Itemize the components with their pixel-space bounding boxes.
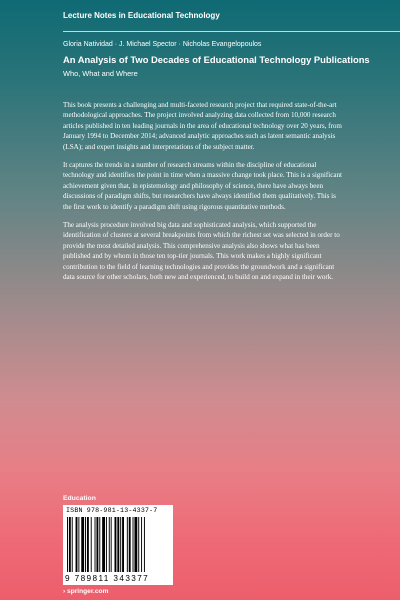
subject-category: Education (63, 495, 96, 502)
authors: Gloria Natividad · J. Michael Spector · Nicholas Evangelopoulos (63, 41, 262, 48)
blurb-paragraph-1: This book presents a challenging and multi-faceted research project that required state-of-the-art methodological approaches. The project involved analyzing data collected from 10,000 research articles published in ten leading journals in the area of educational technology over 20 years, from January 1994 to December 2014; advanced analytic approaches such as latent semantic analysis (LSA); and expert insights and interpretations of the subject matter. (63, 101, 342, 151)
isbn: ISBN 978-981-13-4337-7 (66, 507, 158, 514)
book-subtitle: Who, What and Where (63, 69, 138, 78)
barcode-icon (66, 517, 170, 572)
isbn-barcode-block (63, 505, 173, 585)
barcode-digits: 9 789811 343377 (65, 574, 150, 583)
blurb-paragraph-3: The analysis procedure involved big data and sophisticated analysis, which supported the identification of clusters at several breakpoints from which the richest set was selected in order to provide the most detailed analysis. This comprehensive analysis also shows what has been published and by whom in those ten top-tier journals. This work makes a highly significant contribution to the field of learning technologies and provides the groundwork and a significant data source for other scholars, both new and experienced, to build on and expand in their work. (63, 221, 340, 282)
blurb-paragraph-2: It captures the trends in a number of research streams within the discipline of educational technology and identifies the point in time when a massive change took place. This is a significant achievement given that, in epistemology and philosophy of science, there have always been discussions of paradigm shifts, but researchers have always identified them qualitatively. This is the first work to identify a paradigm shift using rigorous quantitative methods. (63, 161, 343, 211)
publisher-url: › springer.com (63, 588, 109, 595)
divider-rule (63, 31, 400, 32)
book-title: An Analysis of Two Decades of Educational Technology Publications (63, 54, 370, 65)
series-name: Lecture Notes in Educational Technology (63, 11, 220, 20)
blurb (63, 100, 345, 291)
